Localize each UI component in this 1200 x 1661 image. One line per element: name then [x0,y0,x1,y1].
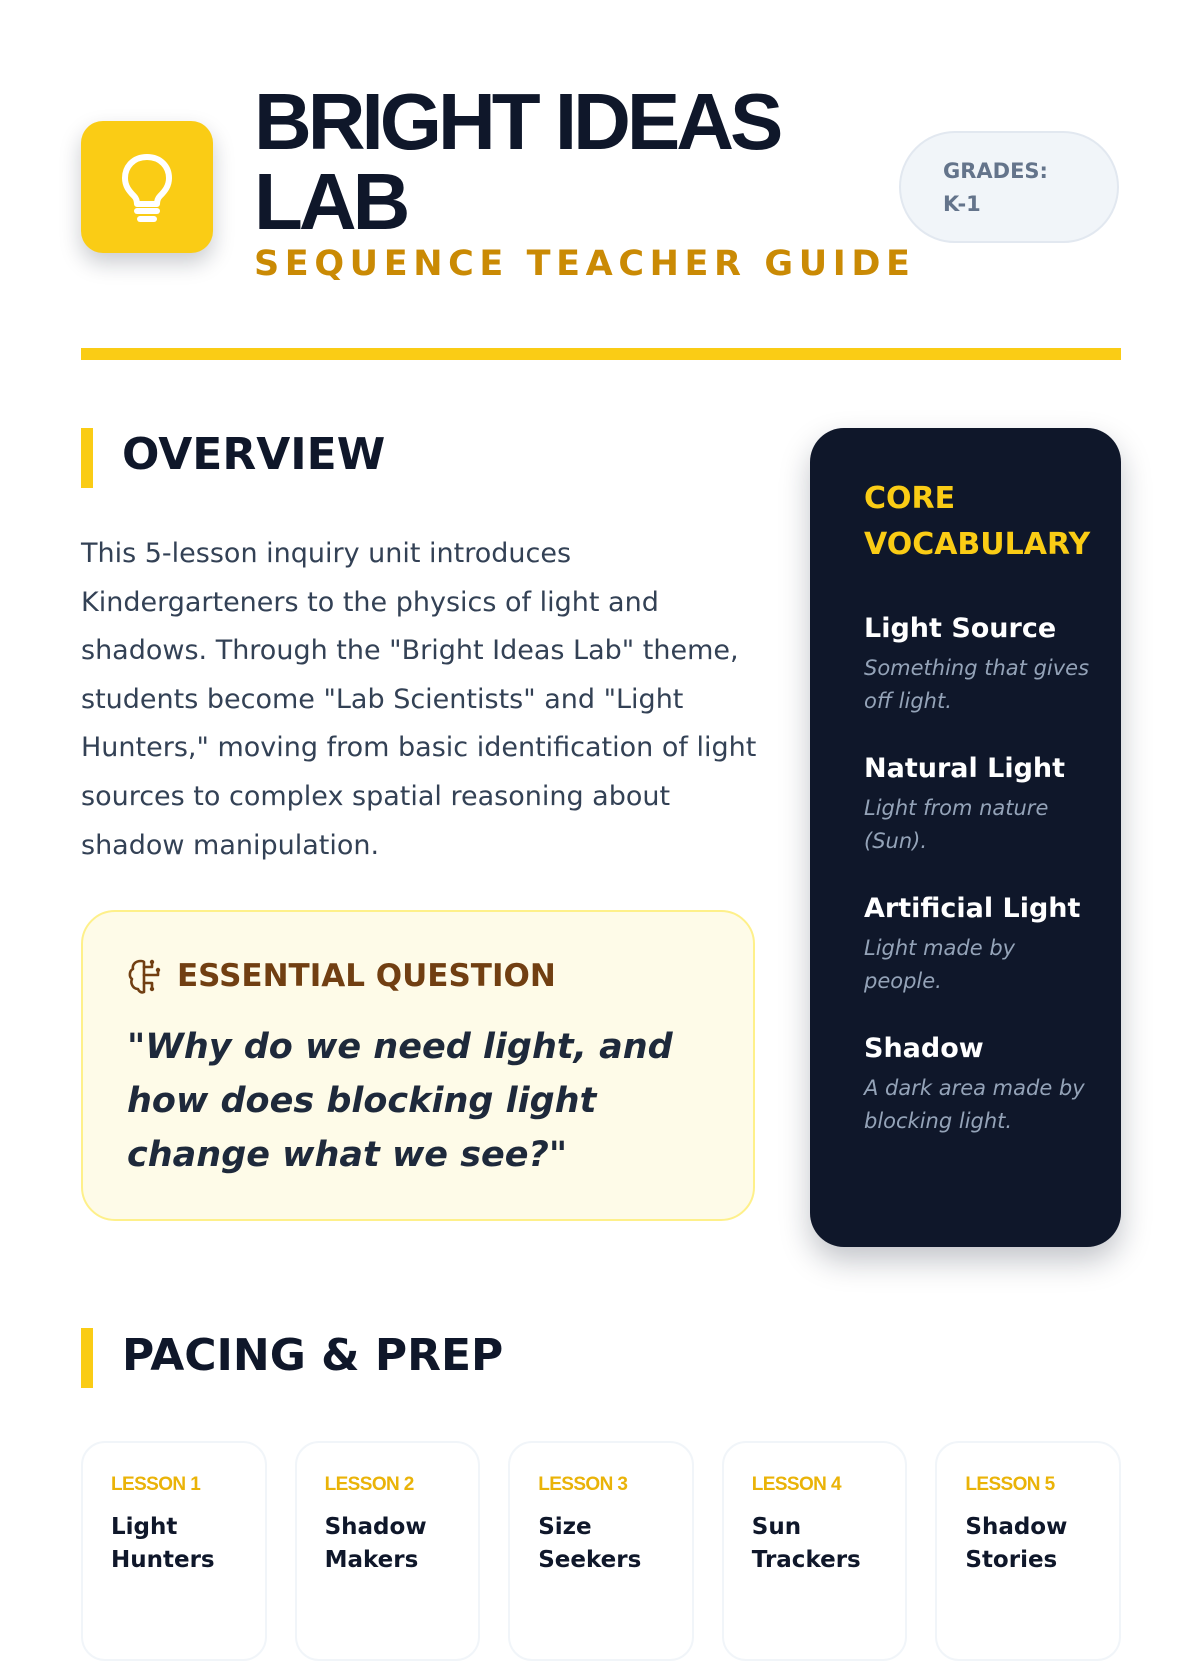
lesson-number: LESSON 2 [324,1474,414,1495]
vocab-definition: Light from nature (Sun). [864,796,1049,853]
lesson-name: Shadow Stories [965,1514,1068,1573]
pacing-heading: PACING & PREP [122,1330,504,1381]
logo-badge [81,121,213,253]
lesson-name: Shadow Makers [324,1514,427,1573]
pacing-accent-bar [81,1328,93,1388]
vocab-item [864,886,1121,998]
grades-label: GRADES: [943,159,1048,183]
brain-icon [127,957,163,995]
grades-value: K-1 [943,192,981,216]
essential-question-text: "Why do we need light, and how does blocking light change what we see?" [127,1027,673,1175]
lesson-number: LESSON 4 [751,1474,841,1495]
page-title: BRIGHT IDEAS LAB [254,77,780,246]
vocab-item [864,746,1121,858]
header-divider [81,348,1121,360]
lesson-cards-row [81,1441,1121,1661]
lesson-card-3[interactable] [508,1441,694,1661]
essential-question-label: ESSENTIAL QUESTION [177,958,556,994]
lesson-name: Light Hunters [111,1514,215,1573]
vocab-definition: Something that gives off light. [864,656,1090,713]
page-subtitle: SEQUENCE TEACHER GUIDE [254,244,916,284]
vocab-definition: A dark area made by blocking light. [864,1076,1085,1133]
lesson-card-4[interactable] [722,1441,908,1661]
grades-badge [899,131,1119,243]
essential-question-callout [81,910,755,1221]
lesson-name: Size Seekers [538,1514,642,1573]
vocab-term: Artificial Light [864,893,1081,924]
lesson-card-5[interactable] [935,1441,1121,1661]
core-vocabulary-card [810,428,1121,1247]
vocab-term: Natural Light [864,753,1066,784]
lesson-number: LESSON 5 [965,1474,1055,1495]
overview-paragraph: This 5-lesson inquiry unit introduces Kindergarteners to the physics of light and shadows. Through the "Bright Ideas Lab" theme, students become "Lab Scientists" and "Light Hunters," moving from basic identification of light sources to complex spatial reasoning about shadow manipulation. [81,538,757,861]
vocab-item [864,606,1121,718]
lesson-card-2[interactable] [295,1441,481,1661]
vocabulary-title: CORE VOCABULARY [864,481,1091,562]
lesson-number: LESSON 1 [111,1474,201,1495]
essential-question-header [127,956,556,996]
overview-accent-bar [81,428,93,488]
lesson-name: Sun Trackers [751,1514,861,1573]
lightbulb-icon [117,151,177,223]
lesson-card-1[interactable] [81,1441,267,1661]
vocab-term: Shadow [864,1033,984,1064]
overview-heading: OVERVIEW [122,429,386,480]
vocab-item [864,1026,1121,1138]
vocab-definition: Light made by people. [864,936,1016,993]
lesson-number: LESSON 3 [538,1474,628,1495]
vocab-term: Light Source [864,613,1057,644]
